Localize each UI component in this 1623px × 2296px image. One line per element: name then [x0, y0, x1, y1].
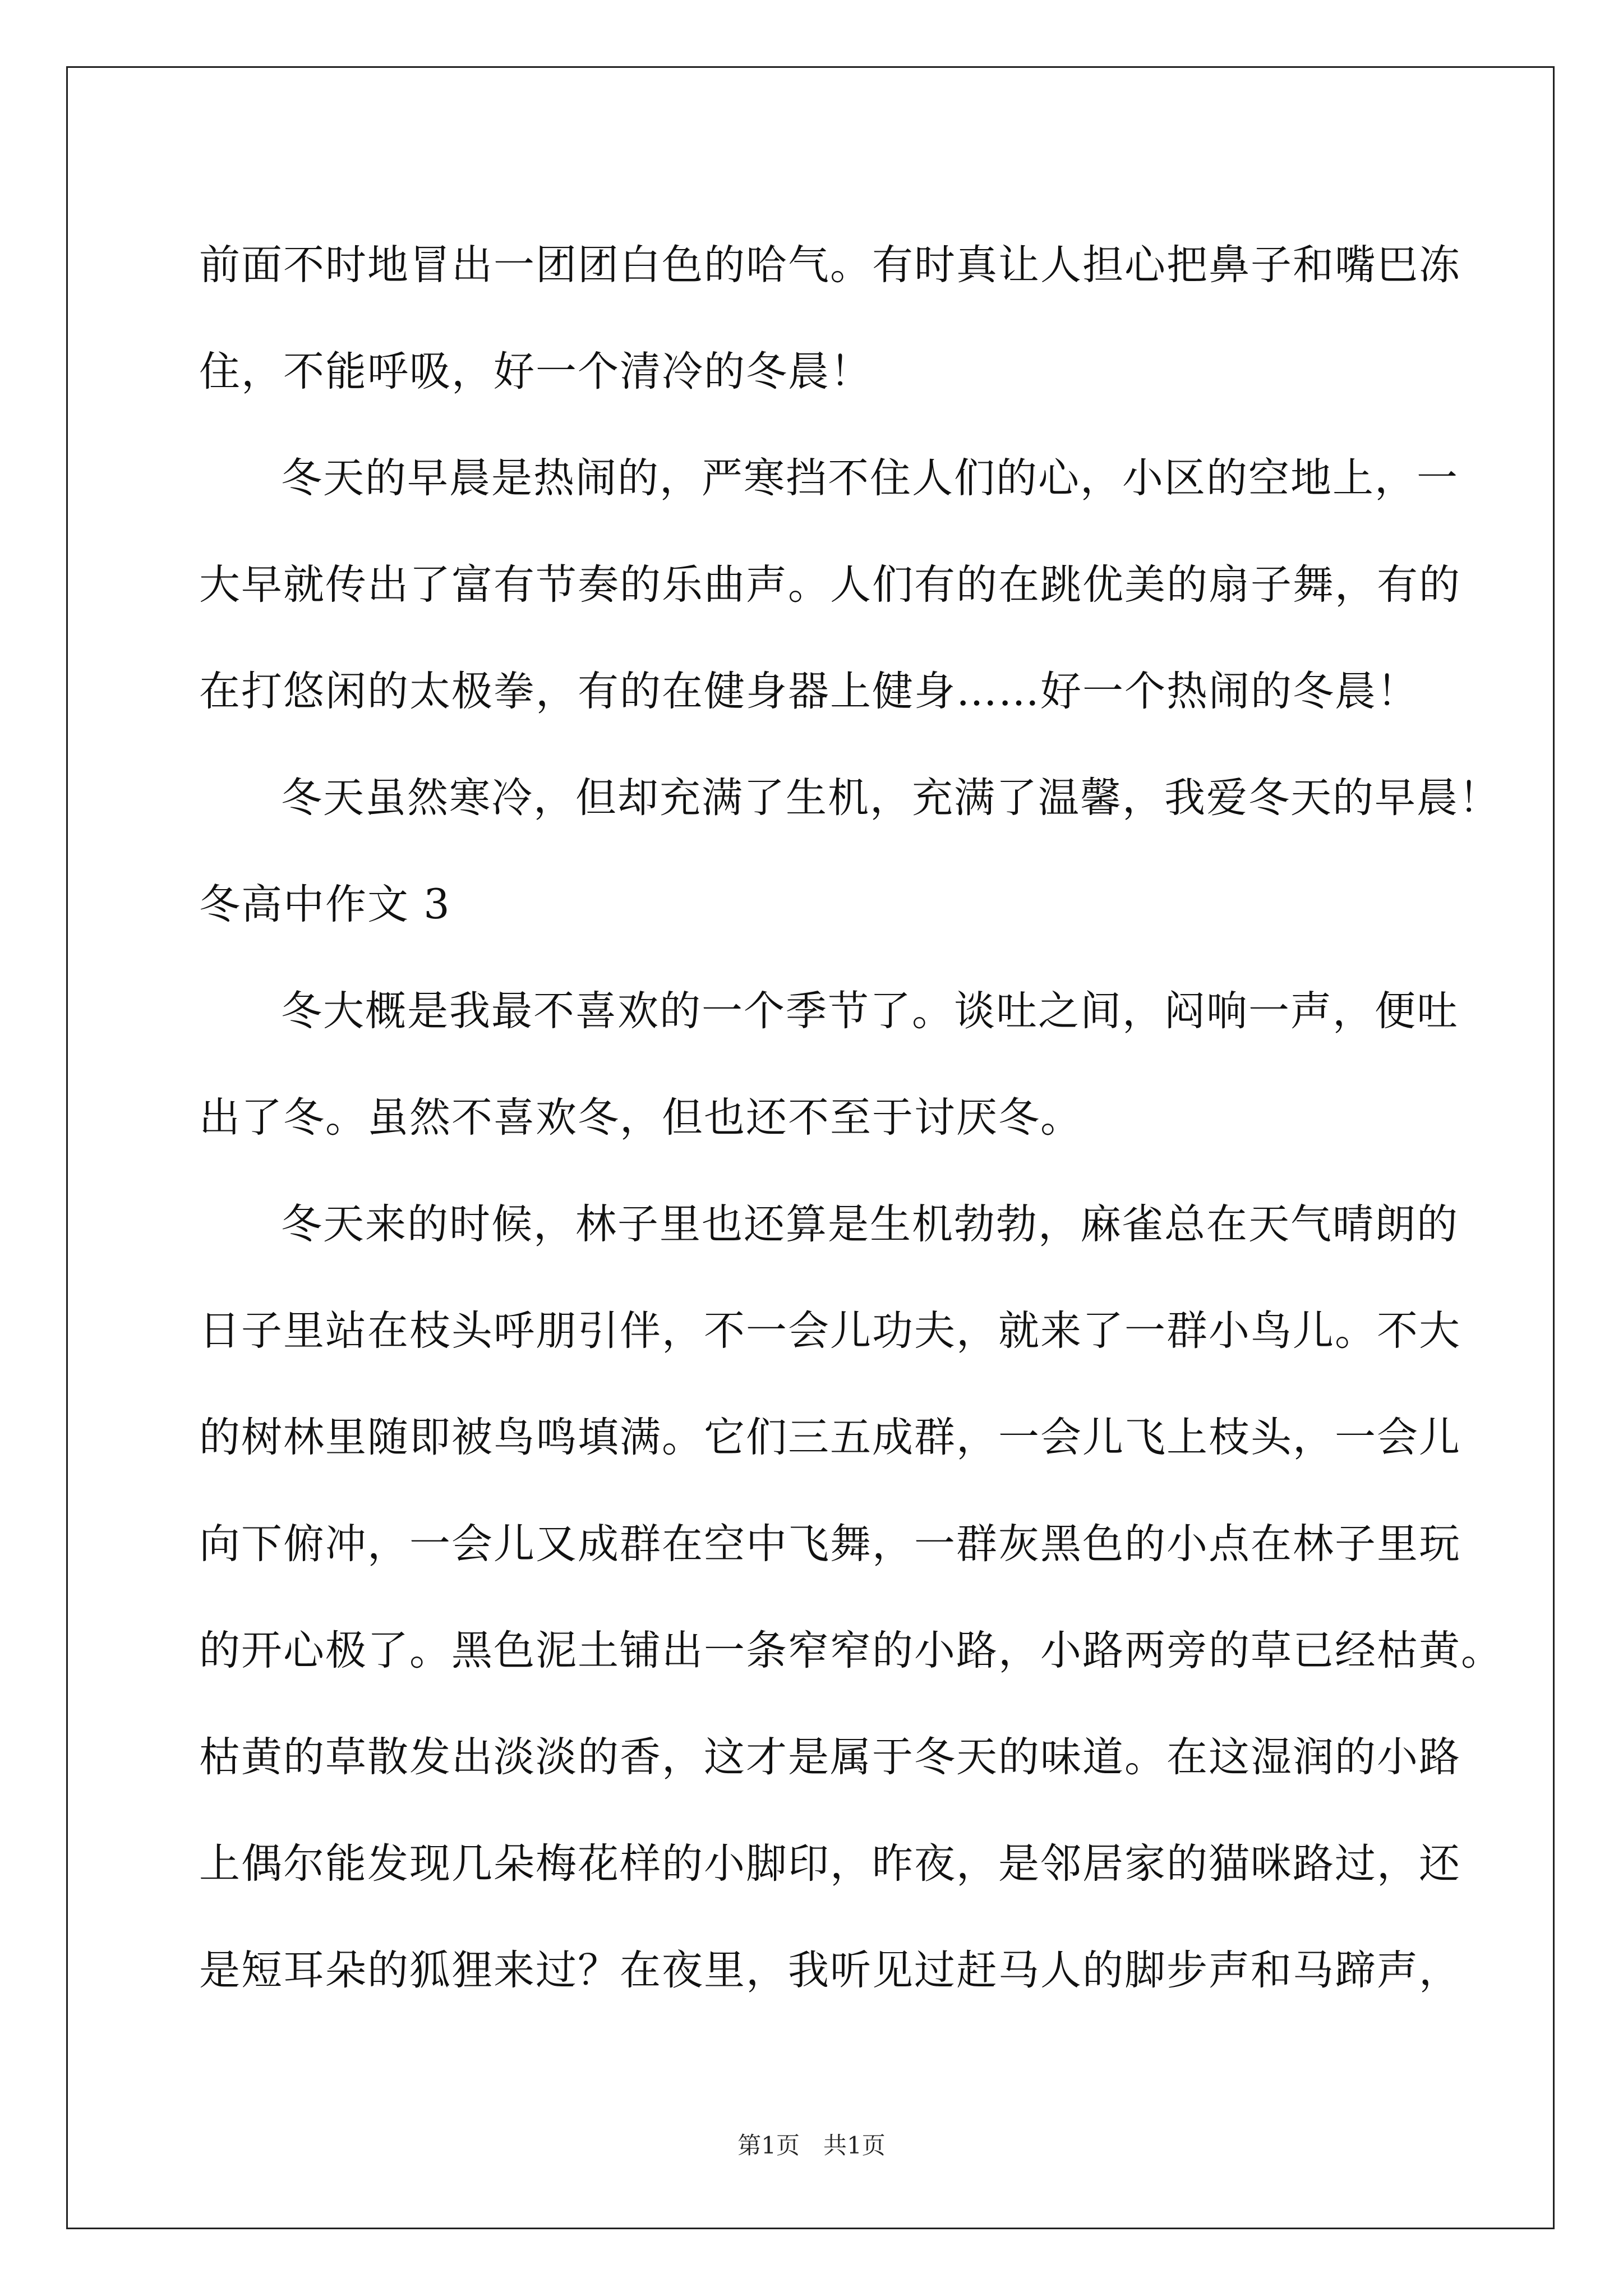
text-line: 日子里站在枝头呼朋引伴，不一会儿功夫，就来了一群小鸟儿。不大 [199, 1307, 1461, 1355]
text-line: 前面不时地冒出一团团白色的哈气。有时真让人担心把鼻子和嘴巴冻 [199, 241, 1461, 289]
text-line: 的开心极了。黑色泥土铺出一条窄窄的小路，小路两旁的草已经枯黄。 [199, 1627, 1503, 1674]
text-line: 向下俯冲，一会儿又成群在空中飞舞，一群灰黑色的小点在林子里玩 [199, 1520, 1461, 1568]
text-line: 出了冬。虽然不喜欢冬，但也还不至于讨厌冬。 [199, 1094, 1082, 1142]
text-line: 大早就传出了富有节奏的乐曲声。人们有的在跳优美的扇子舞，有的 [199, 561, 1461, 609]
document-body [199, 212, 1503, 2024]
text-line: 枯黄的草散发出淡淡的香，这才是属于冬天的味道。在这湿润的小路 [199, 1733, 1461, 1781]
text-line: 冬天虽然寒冷，但却充满了生机，充满了温馨，我爱冬天的早晨！ [281, 774, 1501, 822]
text-line: 冬天来的时候，林子里也还算是生机勃勃，麻雀总在天气晴朗的 [281, 1200, 1459, 1248]
text-line: 的树林里随即被鸟鸣填满。它们三五成群，一会儿飞上枝头，一会儿 [199, 1414, 1461, 1461]
text-line: 住，不能呼吸，好一个清冷的冬晨！ [199, 348, 872, 395]
text-line: 是短耳朵的狐狸来过？在夜里，我听见过赶马人的脚步声和马蹄声， [199, 1947, 1461, 1994]
text-line: 上偶尔能发现几朵梅花样的小脚印，昨夜，是邻居家的猫咪路过，还 [199, 1840, 1461, 1888]
text-line: 冬大概是我最不喜欢的一个季节了。谈吐之间，闷响一声，便吐 [281, 987, 1459, 1035]
text-line: 在打悠闲的太极拳，有的在健身器上健身……好一个热闹的冬晨！ [199, 668, 1419, 715]
page-footer: 第1页 共1页 [737, 2132, 886, 2159]
text-line: 冬天的早晨是热闹的，严寒挡不住人们的心，小区的空地上，一 [281, 454, 1459, 502]
section-heading: 冬高中作文 3 [199, 881, 451, 928]
